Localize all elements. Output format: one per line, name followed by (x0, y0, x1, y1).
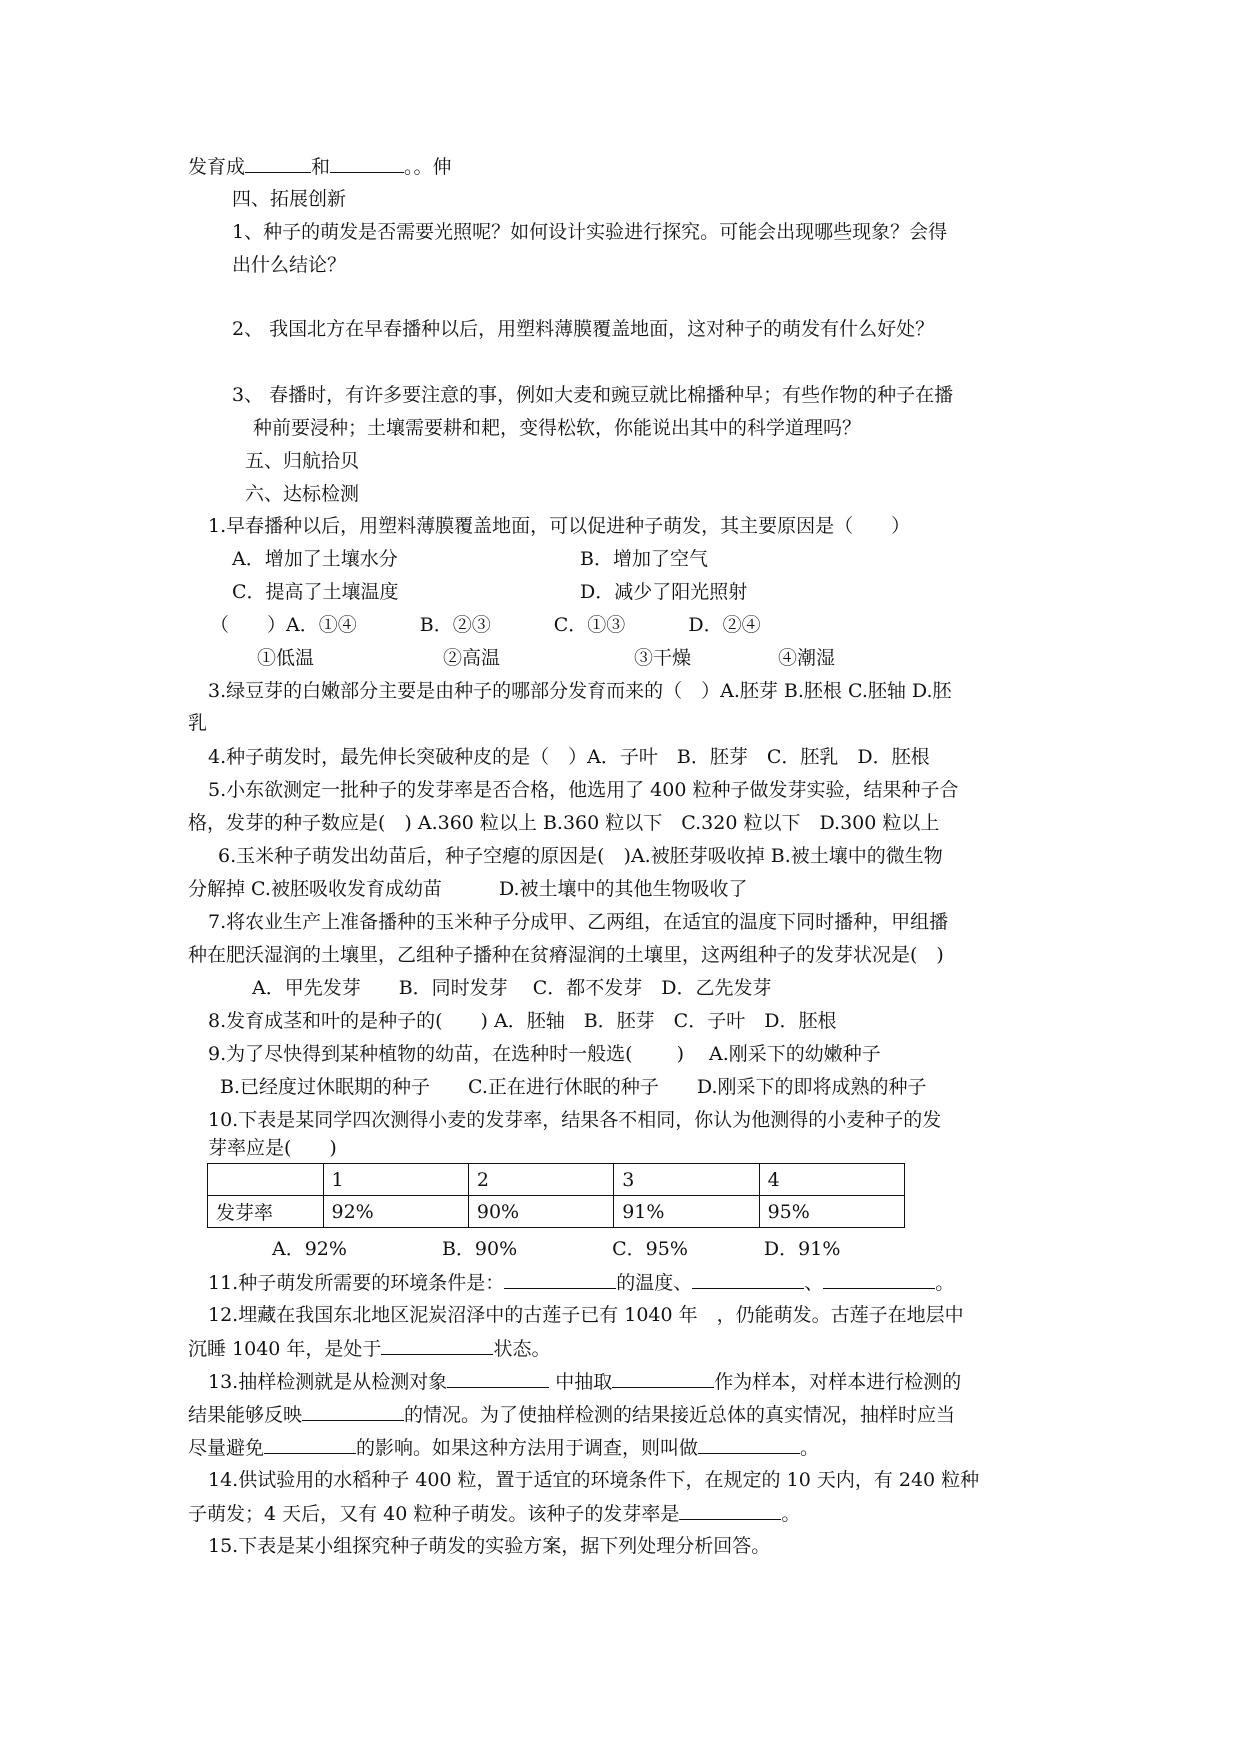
fill-line-develop: 发育成 和 。。伸 (188, 156, 452, 178)
answer-blank[interactable] (330, 154, 404, 173)
option-a: A．增加了土壤水分 (232, 548, 398, 570)
question-10-options: A．92% B．90% C．95% D．91% (272, 1238, 841, 1260)
germination-rate-table (207, 1163, 905, 1228)
table-cell: 2 (468, 1164, 613, 1196)
table-cell: 95% (759, 1196, 904, 1228)
answer-blank[interactable] (823, 1270, 935, 1289)
question-1: 1.早春播种以后，用塑料薄膜覆盖地面，可以促进种子萌发，其主要原因是（ ） (208, 515, 911, 537)
question-4-1-cont: 出什么结论？ (232, 254, 347, 276)
section-heading-4: 四、拓展创新 (232, 188, 347, 210)
question-6-cont: 分解掉 C.被胚吸收发育成幼苗 D.被土壤中的其他生物吸收了 (188, 878, 748, 900)
option-c: C．提高了土壤温度 (232, 581, 399, 603)
answer-blank[interactable] (612, 1369, 714, 1388)
answer-blank[interactable] (504, 1270, 616, 1289)
question-12: 12.埋藏在我国东北地区泥炭沼泽中的古莲子已有 1040 年 ，仍能萌发。古莲子在地层中 (208, 1304, 964, 1326)
table-cell: 91% (614, 1196, 759, 1228)
question-15: 15.下表是某小组探究种子萌发的实验方案，据下列处理分析回答。 (208, 1535, 771, 1557)
question-9: 9.为了尽快得到某种植物的幼苗，在选种时一般选( ) A.刚采下的幼嫩种子 (208, 1043, 881, 1065)
question-4-3: 3、 春播时，有许多要注意的事，例如大麦和豌豆就比棉播种早；有些作物的种子在播 (232, 384, 954, 406)
answer-blank[interactable] (679, 1501, 781, 1520)
table-row (208, 1196, 905, 1228)
question-13: 13.抽样检测就是从检测对象 中抽取 作为样本，对样本进行检测的 (208, 1371, 962, 1393)
question-4-2: 2、 我国北方在早春播种以后，用塑料薄膜覆盖地面，这对种子的萌发有什么好处？ (232, 318, 935, 340)
table-cell: 4 (759, 1164, 904, 1196)
answer-blank[interactable] (245, 154, 311, 173)
choice-low-temp: ①低温 (257, 647, 315, 669)
question-4-1: 1、种子的萌发是否需要光照呢？如何设计实验进行探究。可能会出现哪些现象？会得 (232, 221, 948, 243)
answer-blank[interactable] (302, 1402, 404, 1421)
table-cell: 90% (468, 1196, 613, 1228)
choice-humid: ④潮湿 (778, 647, 836, 669)
table-cell (208, 1164, 324, 1196)
question-8: 8.发育成茎和叶的是种子的( ) A．胚轴 B．胚芽 C．子叶 D．胚根 (208, 1010, 837, 1032)
table-row (208, 1164, 905, 1196)
question-11: 11.种子萌发所需要的环境条件是： 的温度、 、 。 (208, 1272, 955, 1294)
question-12-cont: 沉睡 1040 年，是处于 状态。 (188, 1338, 551, 1360)
answer-blank[interactable] (381, 1336, 493, 1355)
section-heading-5: 五、归航拾贝 (245, 450, 360, 472)
table-cell: 3 (614, 1164, 759, 1196)
question-5-cont: 格，发芽的种子数应是( ) A.360 粒以上 B.360 粒以下 C.320 粒以下 D.300 粒以上 (188, 812, 940, 834)
option-d: D．减少了阳光照射 (580, 581, 748, 603)
question-3-cont: 乳 (188, 712, 208, 734)
question-14: 14.供试验用的水稻种子 400 粒，置于适宜的环境条件下，在规定的 10 天内，有 240 粒种 (208, 1469, 980, 1491)
question-10: 10.下表是某同学四次测得小麦的发芽率，结果各不相同，你认为他测得的小麦种子的发 (208, 1109, 942, 1131)
question-9-cont: B.已经度过休眠期的种子 C.正在进行休眠的种子 D.刚采下的即将成熟的种子 (220, 1076, 927, 1098)
question-6: 6.玉米种子萌发出幼苗后，种子空瘪的原因是( )A.被胚芽吸收掉 B.被土壤中的微生物 (218, 845, 943, 867)
section-heading-6: 六、达标检测 (245, 483, 360, 505)
table-cell: 1 (323, 1164, 468, 1196)
answer-blank[interactable] (692, 1270, 804, 1289)
table-cell: 发芽率 (208, 1196, 324, 1228)
question-13-cont: 结果能够反映 的情况。为了使抽样检测的结果接近总体的真实情况，抽样时应当 (188, 1404, 956, 1426)
answer-blank[interactable] (264, 1435, 356, 1454)
question-7-options: A．甲先发芽 B．同时发芽 C．都不发芽 D．乙先发芽 (252, 977, 772, 999)
question-13-cont2: 尽量避免 的影响。如果这种方法用于调查，则叫做 。 (188, 1437, 820, 1459)
choice-dry: ③干燥 (634, 647, 692, 669)
question-7-cont: 种在肥沃湿润的土壤里，乙组种子播种在贫瘠湿润的土壤里，这两组种子的发芽状况是( ) (188, 944, 944, 966)
answer-blank[interactable] (698, 1435, 800, 1454)
table-cell: 92% (323, 1196, 468, 1228)
question-2: （ ）A．①④ B．②③ C．①③ D．②④ (210, 614, 761, 636)
question-14-cont: 子萌发；4 天后，又有 40 粒种子萌发。该种子的发芽率是 。 (188, 1503, 801, 1525)
question-7: 7.将农业生产上准备播种的玉米种子分成甲、乙两组，在适宜的温度下同时播种，甲组播 (208, 911, 949, 933)
question-4-3-cont: 种前要浸种；土壤需要耕和耙，变得松软，你能说出其中的科学道理吗？ (253, 417, 862, 439)
question-3: 3.绿豆芽的白嫩部分主要是由种子的哪部分发育而来的（ ）A.胚芽 B.胚根 C.胚轴 D.胚 (208, 680, 952, 702)
question-10-cont: 芽率应是( ) (208, 1137, 337, 1159)
question-4: 4.种子萌发时，最先伸长突破种皮的是（ ）A．子叶 B．胚芽 C．胚乳 D．胚根 (208, 746, 930, 768)
answer-blank[interactable] (447, 1369, 549, 1388)
choice-high-temp: ②高温 (443, 647, 501, 669)
option-b: B．增加了空气 (580, 548, 708, 570)
question-5: 5.小东欲测定一批种子的发芽率是否合格，他选用了 400 粒种子做发芽实验，结果种子合 (208, 779, 959, 801)
